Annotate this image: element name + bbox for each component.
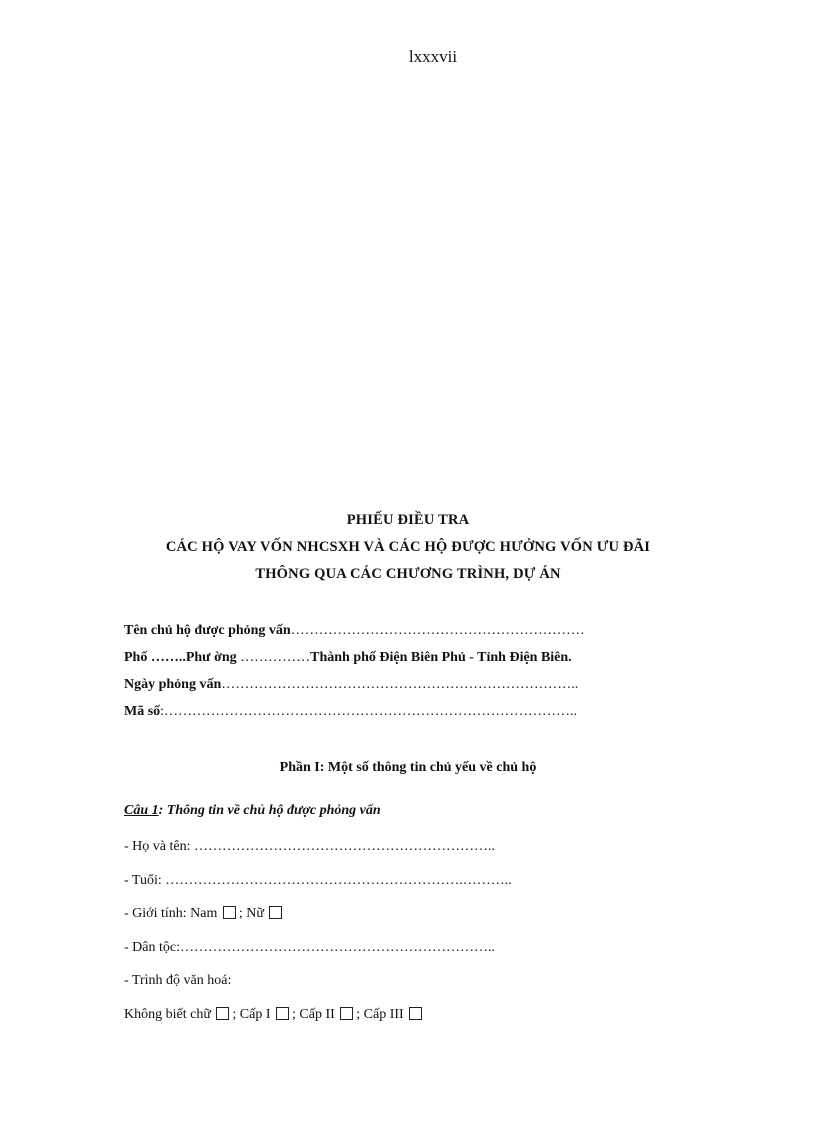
date-field[interactable]: ………………………………………………………………….. [221, 677, 579, 692]
gender-female-label: ; Nữ [238, 906, 264, 921]
ward-label: Phư ờng [185, 650, 241, 665]
edu-level1-checkbox[interactable] [276, 1007, 289, 1020]
edu-level2-checkbox[interactable] [340, 1007, 353, 1020]
interviewee-label: Tên chủ hộ được phỏng vấn [124, 623, 291, 638]
edu-level1-label: ; Cấp I [232, 1006, 271, 1022]
code-label: Mã số [124, 704, 161, 719]
question-1-text: : Thông tin về chủ hộ được phỏng vấn [158, 803, 381, 818]
interviewee-row [124, 620, 724, 647]
edu-level3-checkbox[interactable] [409, 1007, 422, 1020]
title-line-2: CÁC HỘ VAY VỐN NHCSXH VÀ CÁC HỘ ĐƯỢC HƯỞNG VỐN ƯU ĐÃI [165, 539, 651, 555]
edu-illiterate-label: Không biết chữ [124, 1006, 211, 1022]
age-field[interactable]: - Tuổi: ……………………………………………………….……….. [124, 872, 512, 888]
title-line-1: PHIẾU ĐIỀU TRA [346, 512, 470, 528]
code-row [124, 701, 724, 728]
city-label: Thành phố Điện Biên Phủ - Tỉnh Điện Biên. [310, 650, 572, 665]
education-label: - Trình độ văn hoá: [124, 973, 232, 988]
gender-label: - Giới tính: Nam [124, 906, 218, 921]
page-number: lxxxvii [408, 47, 458, 66]
edu-level3-label: ; Cấp III [356, 1006, 404, 1022]
gender-female-checkbox[interactable] [269, 906, 282, 919]
name-field[interactable]: - Họ và tên: ……………………………………………………….. [124, 839, 495, 854]
interviewee-field[interactable]: ……………………………………………………… [290, 623, 585, 638]
question-1-number: Câu 1 [124, 803, 159, 818]
education-options [124, 1004, 724, 1038]
survey-title [0, 510, 816, 591]
gender-row [124, 903, 724, 937]
code-field[interactable]: :…………………………………………………………………………….. [160, 704, 578, 719]
ethnicity-field[interactable]: - Dân tộc:………………………………………………………….. [124, 939, 495, 955]
ward-field[interactable]: …………… [240, 650, 311, 665]
date-row [124, 674, 724, 701]
section-title: Phần I: Một số thông tin chủ yếu về chủ hộ [279, 760, 537, 775]
edu-level2-label: ; Cấp II [292, 1006, 335, 1022]
question-1-title [124, 803, 381, 819]
address-row [124, 647, 724, 674]
street-label[interactable]: Phố …….. [124, 650, 186, 665]
question-1-answers [124, 836, 724, 1037]
edu-illiterate-checkbox[interactable] [216, 1007, 229, 1020]
gender-male-checkbox[interactable] [223, 906, 236, 919]
date-label: Ngày phỏng vấn [124, 677, 222, 692]
title-line-3: THÔNG QUA CÁC CHƯƠNG TRÌNH, DỰ ÁN [255, 566, 561, 582]
header-fields [124, 620, 724, 728]
